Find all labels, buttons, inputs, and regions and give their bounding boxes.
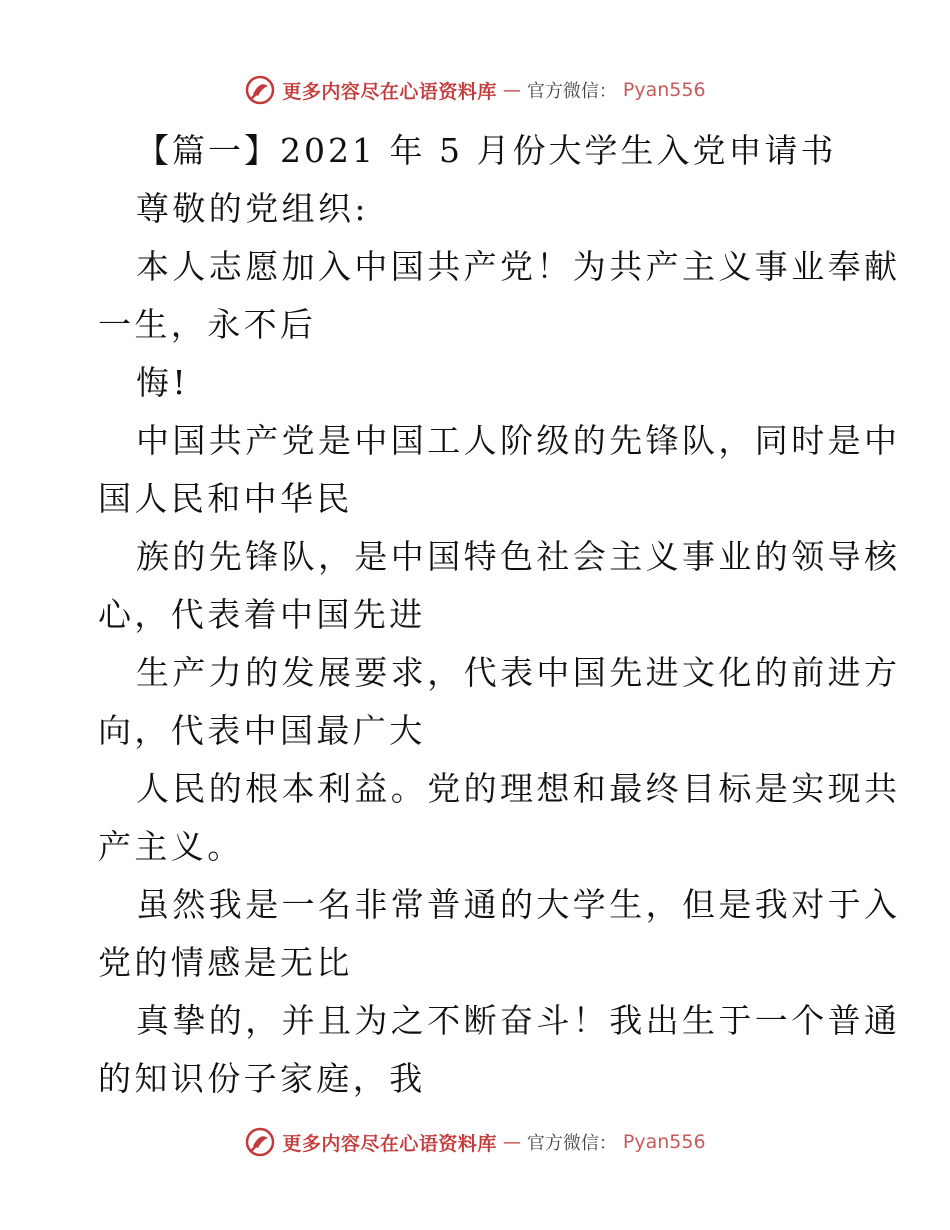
brand-logo-icon	[244, 1126, 276, 1158]
paragraph-line: 向，代表中国最广大	[98, 711, 426, 750]
paragraph-line: 中国共产党是中国工人阶级的先锋队，同时是中	[136, 421, 901, 460]
paragraph-line: 尊敬的党组织:	[136, 189, 369, 228]
header-main-text: 更多内容尽在心语资料库	[282, 80, 497, 103]
paragraph-line: 本人志愿加入中国共产党！为共产主义事业奉献	[136, 247, 901, 286]
footer-wechat-id: Pyan556	[622, 1131, 706, 1153]
footer-banner	[0, 1124, 950, 1160]
paragraph-line: 国人民和中华民	[98, 479, 353, 518]
paragraph-line: 的知识份子家庭，我	[98, 1059, 426, 1098]
paragraph-line: 生产力的发展要求，代表中国先进文化的前进方	[136, 653, 901, 692]
brand-logo-icon	[244, 74, 276, 106]
document-title: 【篇一】2021 年 5 月份大学生入党申请书	[136, 131, 837, 170]
header-label: 官方微信：	[526, 81, 617, 102]
paragraph-line: 族的先锋队，是中国特色社会主义事业的领导核	[136, 537, 901, 576]
header-separator: —	[502, 79, 521, 101]
document-body	[98, 122, 901, 1108]
footer-main-text: 更多内容尽在心语资料库	[282, 1132, 497, 1155]
paragraph-line: 党的情感是无比	[98, 943, 353, 982]
paragraph-line: 心，代表着中国先进	[98, 595, 426, 634]
paragraph-line: 悔!	[136, 363, 190, 402]
header-wechat-id: Pyan556	[622, 79, 706, 101]
paragraph-line: 产主义。	[98, 827, 244, 866]
paragraph-line: 人民的根本利益。党的理想和最终目标是实现共	[136, 769, 901, 808]
paragraph-line: 一生，永不后	[98, 305, 317, 344]
footer-separator: —	[502, 1131, 521, 1153]
footer-label: 官方微信：	[526, 1133, 617, 1154]
paragraph-line: 真挚的，并且为之不断奋斗！我出生于一个普通	[136, 1001, 901, 1040]
paragraph-line: 虽然我是一名非常普通的大学生，但是我对于入	[136, 885, 901, 924]
header-banner	[0, 72, 950, 108]
